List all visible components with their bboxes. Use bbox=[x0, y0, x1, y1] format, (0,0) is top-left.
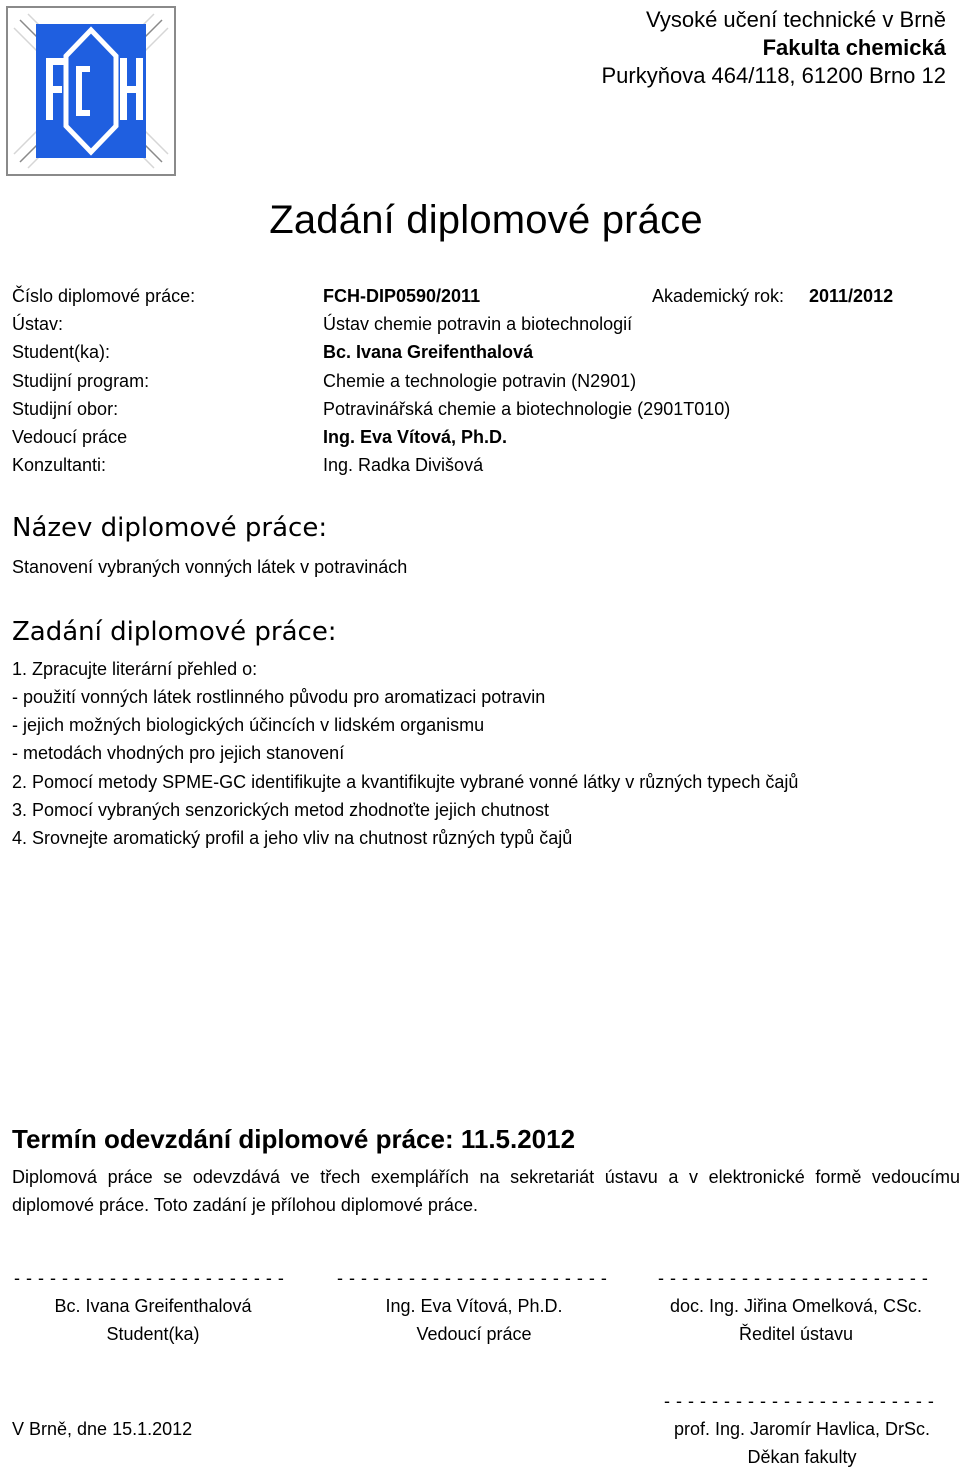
dean-name: prof. Ing. Jaromír Havlica, DrSc. bbox=[673, 1419, 931, 1439]
assignment-line: 1. Zpracujte literární přehled o: bbox=[12, 659, 258, 679]
field-label: Studijní obor: bbox=[12, 399, 119, 419]
place-date: V Brně, dne 15.1.2012 bbox=[12, 1419, 193, 1439]
faculty-logo bbox=[6, 6, 176, 176]
submission-deadline: Termín odevzdání diplomové práce: 11.5.2012 bbox=[12, 1124, 576, 1154]
consultants-label: Konzultanti: bbox=[12, 455, 107, 475]
signature-line: - - - - - - - - - - - - - - - - - - - - - - - bbox=[337, 1268, 608, 1288]
assignment-line: - použití vonných látek rostlinného původu pro aromatizaci potravin bbox=[12, 687, 546, 707]
info-row-thesis-number bbox=[12, 282, 948, 310]
signature-role-director: Ředitel ústavu bbox=[738, 1324, 854, 1344]
faculty-address: Purkyňova 464/118, 61200 Brno 12 bbox=[601, 63, 946, 88]
field-value: Potravinářská chemie a biotechnologie (2901T010) bbox=[323, 399, 731, 419]
supervisor-value: Ing. Eva Vítová, Ph.D. bbox=[323, 427, 508, 447]
student-label: Student(ka): bbox=[12, 342, 111, 362]
academic-year-label: Akademický rok: bbox=[652, 286, 785, 306]
academic-year-value: 2011/2012 bbox=[809, 286, 894, 306]
signature-line: - - - - - - - - - - - - - - - - - - - - - - - bbox=[658, 1268, 929, 1288]
info-row-consultants bbox=[12, 451, 948, 479]
student-value: Bc. Ivana Greifenthalová bbox=[323, 342, 534, 362]
thesis-name-text: Stanovení vybraných vonných látek v potravinách bbox=[12, 557, 408, 577]
signature-name-supervisor: Ing. Eva Vítová, Ph.D. bbox=[385, 1296, 563, 1316]
info-row-supervisor bbox=[12, 423, 948, 451]
thesis-name-heading: Název diplomové práce: bbox=[12, 513, 328, 543]
assignment-heading: Zadání diplomové práce: bbox=[12, 617, 337, 647]
signature-line-dean: - - - - - - - - - - - - - - - - - - - - - - - bbox=[664, 1391, 935, 1411]
signature-name-student: Bc. Ivana Greifenthalová bbox=[54, 1296, 252, 1316]
info-row-student bbox=[12, 338, 948, 366]
institute-label: Ústav: bbox=[12, 314, 64, 334]
dean-role: Děkan fakulty bbox=[747, 1447, 857, 1467]
institute-value: Ústav chemie potravin a biotechnologií bbox=[323, 314, 633, 334]
supervisor-label: Vedoucí práce bbox=[12, 427, 128, 447]
submission-note: Diplomová práce se odevzdává ve třech exemplářích na sekretariát ústavu a v elektronické formě vedoucímu diplomové práce. Toto zadání je přílohou diplomové práce. bbox=[12, 1167, 960, 1215]
info-row-institute bbox=[12, 310, 948, 338]
program-label: Studijní program: bbox=[12, 371, 150, 391]
info-row-field bbox=[12, 395, 948, 423]
signature-name-director: doc. Ing. Jiřina Omelková, CSc. bbox=[669, 1296, 923, 1316]
assignment-line: 2. Pomocí metody SPME-GC identifikujte a kvantifikujte vybrané vonné látky v různých typech čajů bbox=[12, 772, 799, 792]
faculty-name: Fakulta chemická bbox=[762, 35, 946, 60]
signature-role-student: Student(ka) bbox=[106, 1324, 200, 1344]
signature-role-supervisor: Vedoucí práce bbox=[416, 1324, 532, 1344]
info-row-program bbox=[12, 367, 948, 395]
assignment-line: 3. Pomocí vybraných senzorických metod zhodnoťte jejich chutnost bbox=[12, 800, 550, 820]
assignment-line: 4. Srovnejte aromatický profil a jeho vliv na chutnost různých typů čajů bbox=[12, 828, 573, 848]
thesis-number-value: FCH-DIP0590/2011 bbox=[323, 286, 481, 306]
assignment-line: - metodách vhodných pro jejich stanovení bbox=[12, 743, 345, 763]
program-value: Chemie a technologie potravin (N2901) bbox=[323, 371, 637, 391]
assignment-line: - jejich možných biologických účincích v lidském organismu bbox=[12, 715, 485, 735]
document-title: Zadání diplomové práce bbox=[269, 198, 703, 242]
consultants-value: Ing. Radka Divišová bbox=[323, 455, 484, 475]
signature-line: - - - - - - - - - - - - - - - - - - - - - - - bbox=[14, 1268, 285, 1288]
university-name: Vysoké učení technické v Brně bbox=[645, 7, 946, 32]
thesis-number-label: Číslo diplomové práce: bbox=[12, 286, 196, 306]
